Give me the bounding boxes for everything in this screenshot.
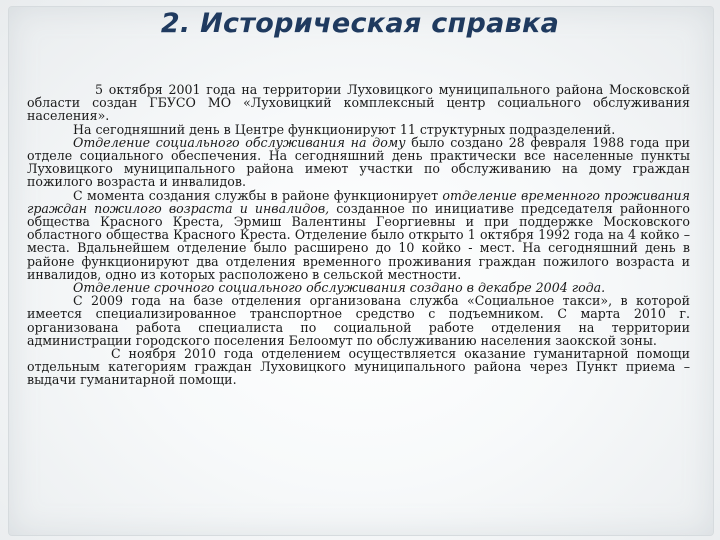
paragraph-departments-count: На сегодняшний день в Центре функционируют 11 структурных подразделений. <box>73 121 616 137</box>
temporary-residence-lead: С момента создания службы в районе функционирует <box>73 187 443 203</box>
paragraph-founding: 5 октября 2001 года на территории Луховицкого муниципального района Московской области создан ГБУСО МО «Луховицкий комплексный центр социального обслуживания населения». <box>27 82 690 124</box>
home-service-text: было создано 28 февраля 1988 года при отделе социального обеспечения. На сегодняшний день практически все населенные пункты Луховицкого муниципального района имеют участки по обслуживанию на дому граждан пожилого возраста и инвалидов. <box>27 134 690 190</box>
document-body <box>27 83 690 387</box>
paragraph-social-taxi: С 2009 года на базе отделения организована служба «Социальное такси», в которой имеется специализированное транспортное средство с подъемником. С марта 2010 г. организована работа специалиста по социальной работе отделения на территории администрации городского поселения Белоомут по обслуживанию населения заокской зоны. <box>27 293 690 348</box>
paragraph-humanitarian-aid: С ноября 2010 года отделением осуществляется оказание гуманитарной помощи отдельным категориям граждан Луховицкого муниципального района через Пункт приема – выдачи гуманитарной помощи. <box>27 346 690 388</box>
paragraph-temporary-residence <box>27 189 690 281</box>
temporary-residence-text: созданное по инициативе председателя районного общества Красного Креста, Эрмиш Валентины Георгиевны и при поддержке Московского областного общества Красного Креста. Отделение было открыто 1 октября 1992 года на 4 койко – места. Вдальнейшем отделение было расширено до 10 койко - мест. На сегодняшний день в районе функционируют два отделения временного проживания граждан пожилого возраста и инвалидов, одно из которых расположено в сельской местности. <box>27 200 691 282</box>
home-service-name: Отделение социального обслуживания на дому <box>73 134 406 150</box>
slide-title: 2. Историческая справка <box>160 8 560 39</box>
paragraph-urgent-service: Отделение срочного социального обслуживания создано в декабре 2004 года. <box>73 280 606 296</box>
paragraph-home-service <box>27 136 690 189</box>
temporary-residence-name: отделение временного проживания граждан пожилого возраста и инвалидов, <box>27 187 691 216</box>
